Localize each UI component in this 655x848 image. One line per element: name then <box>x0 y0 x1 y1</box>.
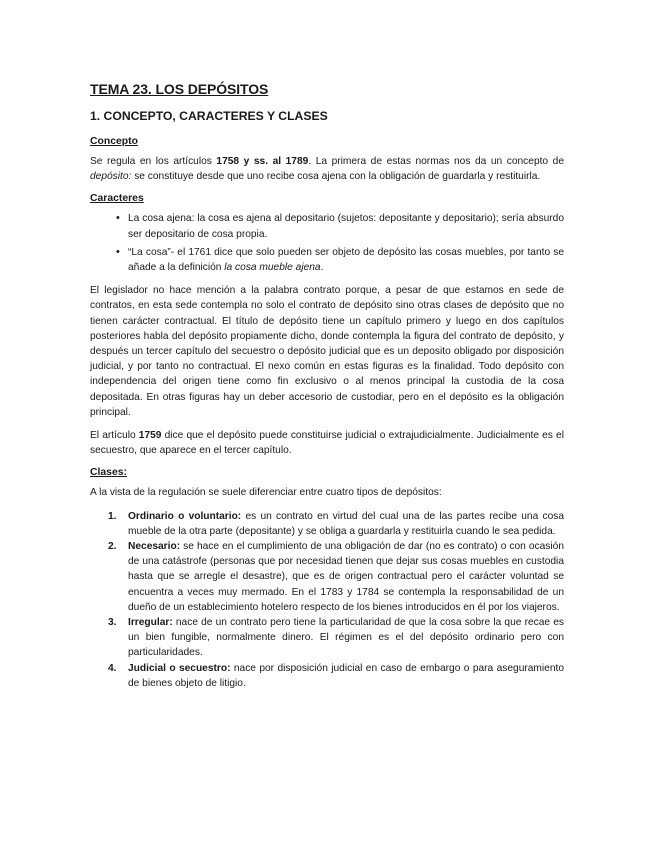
list-term: Necesario: <box>128 541 181 553</box>
text-run: El artículo <box>90 430 139 442</box>
list-item-text: nace de un contrato pero tiene la particularidad de que la cosa sobre la que recae es un bien fungible, normalmente dinero. El régimen es el del depósito ordinario pero con particularidades. <box>128 617 564 659</box>
bullet-icon: • <box>116 212 120 225</box>
list-item-text: . <box>320 262 324 274</box>
clases-intro: A la vista de la regulación se suele diferenciar entre cuatro tipos de depósitos: <box>90 487 442 499</box>
list-term: Ordinario o voluntario: <box>128 510 242 522</box>
list-item <box>116 211 564 241</box>
italic-term: la cosa mueble ajena <box>224 262 321 274</box>
list-item-text: es un contrato en virtud del cual una de las partes recibe una cosa mueble de la otra parte (depositante) y se obliga a guardarla y restituirla cuando le sea pedida. <box>128 510 564 537</box>
list-item-text: “La cosa”- el 1761 dice que solo pueden ser objeto de depósito las cosas muebles, por tanto se añade a la definición <box>128 246 564 274</box>
legislador-paragraph: El legislador no hace mención a la palabra contrato porque, a pesar de que estamos en sede de contratos, en esta sede contempla no solo el contrato de depósito sino otras clases de depósito que no tienen carácter contractual. El título de depósito tiene un capítulo primero y luego en dos capítulos posteriores habla del depósito propiamente dicho, donde contempla la figura del contrato de depósito, y después un tercer capítulo del secuestro o depósito judicial que es un deposito obligado por disposición judicial, y por tanto no contractual. El nexo común en estas figuras es la finalidad. Todo depósito con independencia del origen tiene como fin exclusivo o al menos principal la custodia de la cosa depositada. En otras figuras hay un deber accesorio de custodiar, pero en el depósito es la obligación principal. <box>90 285 564 418</box>
text-run: dice que el depósito puede constituirse judicial o extrajudicialmente. Judicialmente es el secuestro, que aparece en el tercer capítulo. <box>90 430 564 457</box>
bullet-icon: • <box>116 245 120 258</box>
document-title: TEMA 23. LOS DEPÓSITOS <box>90 81 269 97</box>
caracteres-list <box>90 211 564 275</box>
list-item-text: se hace en el cumplimiento de una obligación de dar (no es contrato) o con ocasión de una catástrofe (personas que por necesidad tienen que dejar sus cosas muebles en custodia hasta que se arregle el desastre), que es de origen contractual pero el carácter voluntad se encuentra a veces muy mermado. En el 1783 y 1784 se contempla la responsabilidad de un dueño de un establecimiento hotelero respecto de los bienes introducidos en él por los viajeros. <box>128 541 564 613</box>
list-number: 3. <box>108 617 117 629</box>
text-run: . La primera de estas normas nos da un concepto de <box>308 156 564 167</box>
list-number: 2. <box>108 541 117 553</box>
subheading-clases: Clases: <box>90 467 127 479</box>
document-page <box>90 72 564 691</box>
clases-list <box>90 509 564 691</box>
concepto-paragraph <box>90 154 564 184</box>
list-item <box>108 615 564 661</box>
article-reference: 1759 <box>138 430 162 442</box>
section-heading-concepto-caracteres-clases: 1. CONCEPTO, CARACTERES Y CLASES <box>90 109 328 123</box>
list-item-text: nace por disposición judicial en caso de embargo o para aseguramiento de bienes objeto de litigio. <box>128 662 564 689</box>
list-item <box>116 245 564 275</box>
list-number: 1. <box>108 510 117 522</box>
italic-term: depósito: <box>90 171 132 183</box>
text-run: Se regula en los artículos <box>90 156 217 167</box>
article-reference: 1758 y ss. al 1789 <box>216 156 309 167</box>
list-term: Irregular: <box>128 617 173 629</box>
text-run: se constituye desde que uno recibe cosa ajena con la obligación de guardarla y restituirla. <box>131 171 541 183</box>
list-item-text: La cosa ajena: la cosa es ajena al depositario (sujetos: depositante y depositario); sería absurdo ser depositario de cosa propia. <box>128 213 564 240</box>
list-item <box>108 509 564 539</box>
list-term: Judicial o secuestro: <box>128 662 231 674</box>
list-number: 4. <box>108 662 117 674</box>
subheading-caracteres: Caracteres <box>90 193 144 205</box>
list-item <box>108 661 564 691</box>
subheading-concepto: Concepto <box>90 136 138 147</box>
list-item <box>108 539 564 615</box>
articulo-1759-paragraph <box>90 428 564 458</box>
